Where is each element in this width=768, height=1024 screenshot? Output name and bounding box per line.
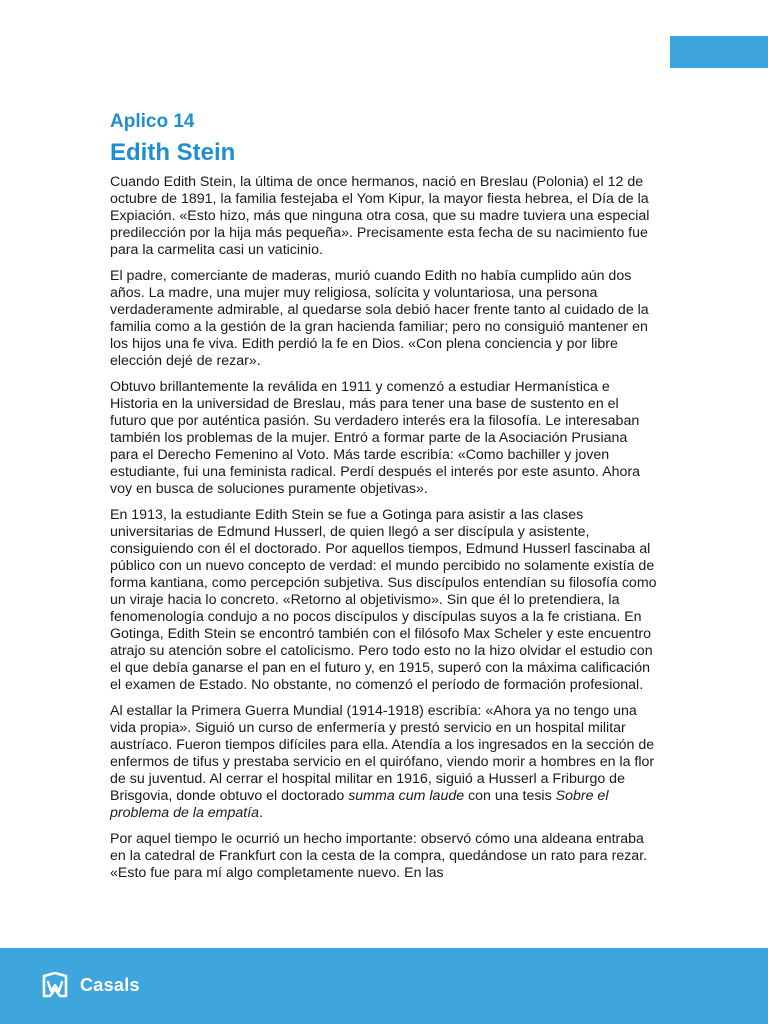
paragraph-birth: Cuando Edith Stein, la última de once hermanos, nació en Breslau (Polonia) el 12 de octubre de 1891, la familia festejaba el Yom Kipur, la mayor fiesta hebrea, el Día de la Expiación. «Esto hizo, más que ninguna otra cosa, que su madre tuviera una especial predilección por la hija más pequeña». Precisamente esta fecha de su nacimiento fue para la carmelita casi un vaticinio. xyxy=(110,174,650,258)
page-title: Edith Stein xyxy=(110,139,236,166)
brand-name: Casals xyxy=(80,974,140,995)
paragraph-frankfurt: Por aquel tiempo le ocurrió un hecho importante: observó cómo una aldeana entraba en la catedral de Frankfurt con la cesta de la compra, quedándose un rato para rezar. «Esto fue para mí algo completamente nuevo. En las xyxy=(110,831,648,881)
corner-tab xyxy=(670,36,768,68)
section-kicker: Aplico 14 xyxy=(110,111,195,132)
war-italic-summa: summa cum laude xyxy=(348,788,465,804)
war-text-after: . xyxy=(259,805,264,821)
paragraph-family: El padre, comerciante de maderas, murió cuando Edith no había cumplido aún dos años. La madre, una mujer muy religiosa, solícita y voluntariosa, una persona verdaderamente admirable, al quedarse sola debió hacer frente tanto al cuidado de la familia como a la gestión de la gran hacienda familiar; pero no consiguió mantener en los hijos una fe viva. Edith perdió la fe en Dios. «Con plena conciencia y por libre elección dejé de rezar». xyxy=(110,268,649,369)
paragraph-war xyxy=(110,703,658,822)
brand xyxy=(42,972,140,998)
war-text-before: Al estallar la Primera Guerra Mundial (1914-1918) escribía: «Ahora ya no tengo una vida propia». Siguió un curso de enfermería y prestó servicio en un hospital militar austríaco. Fueron tiempos difíciles para ella. Atendía a los ingresados en la sección de enfermos de tifus y prestaba servicio en el quirófano, viendo morir a hombres en la flor de su juventud. Al cerrar el hospital militar en 1916, siguió a Husserl a Friburgo de Brisgovia, donde obtuvo el doctorado xyxy=(110,703,655,804)
paragraph-gotinga: En 1913, la estudiante Edith Stein se fue a Gotinga para asistir a las clases universitarias de Edmund Husserl, de quien llegó a ser discípula y asistente, consiguiendo con él el doctorado. Por aquellos tiempos, Edmund Husserl fascinaba al público con un nuevo concepto de verdad: el mundo percibido no solamente existía de forma kantiana, como percepción subjetiva. Sus discípulos entendían su filosofía como un viraje hacia lo concreto. «Retorno al objetivismo». Sin que él lo pretendiera, la fenomenología condujo a no pocos discípulos y discípulas suyos a la fe cristiana. En Gotinga, Edith Stein se encontró también con el filósofo Max Scheler y este encuentro atrajo su atención sobre el catolicismo. Pero todo esto no la hizo olvidar el estudio con el que debía ganarse el pan en el futuro y, en 1915, superó con la máxima calificación el examen de Estado. No obstante, no comenzó el período de formación profesional. xyxy=(110,507,657,693)
casals-logo-icon xyxy=(42,972,68,998)
war-italic-thesis: Sobre el problema de la empatía xyxy=(110,788,609,821)
paragraph-studies: Obtuvo brillantemente la reválida en 1911 y comenzó a estudiar Hermanística e Historia en la universidad de Breslau, más para tener una base de sustento en el futuro que por auténtica pasión. Su verdadero interés era la filosofía. Le interesaban también los problemas de la mujer. Entró a formar parte de la Asociación Prusiana para el Derecho Femenino al Voto. Más tarde escribía: «Como bachiller y joven estudiante, fui una feminista radical. Perdí después el interés por este asunto. Ahora voy en busca de soluciones puramente objetivas». xyxy=(110,379,640,497)
footer-bar xyxy=(0,948,768,1024)
page-content xyxy=(110,110,658,891)
war-text-middle: con una tesis xyxy=(464,788,556,804)
